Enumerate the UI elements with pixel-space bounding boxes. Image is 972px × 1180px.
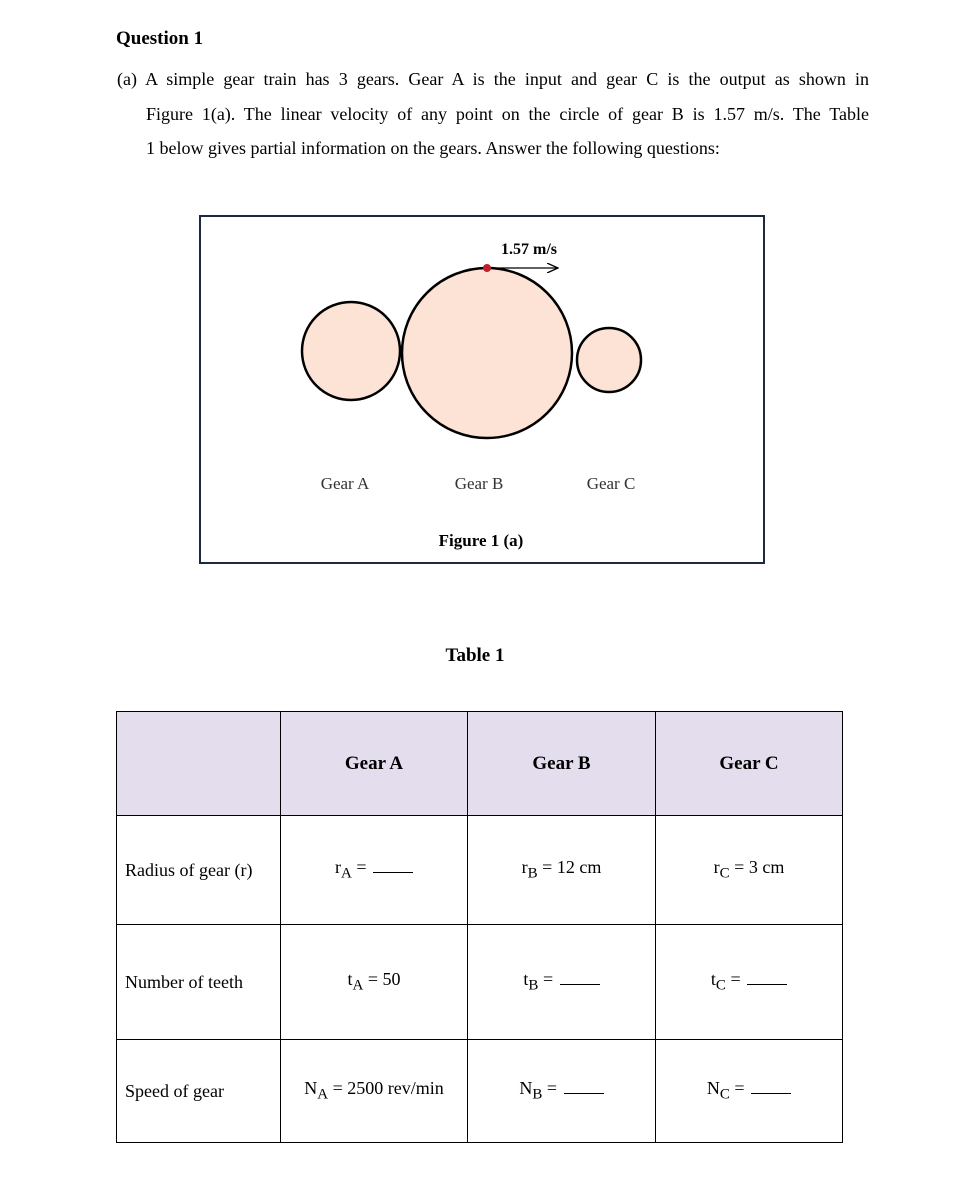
question-heading: Question 1 [116, 28, 204, 49]
speed-gear-a: $N_A = 2500$ rev/min [281, 1040, 468, 1143]
velocity-label: 1.57 m/s [501, 241, 557, 258]
figure-caption: Figure 1 (a) [438, 531, 524, 550]
header-gear-c: Gear C [656, 712, 843, 816]
row-label-radius: Radius of gear (r) [117, 816, 281, 925]
speed-gear-c: $N_C$ = [656, 1040, 843, 1143]
answer-blank [564, 1092, 604, 1094]
gear-c-label: Gear C [586, 474, 636, 493]
question-line-2: Figure 1(a). The linear velocity of any point on the circle of gear B is 1.57 m/s. The Table [146, 103, 869, 124]
radius-gear-b: $r_B = 12$ cm [468, 816, 656, 925]
teeth-gear-b: $t_B$ = [468, 925, 656, 1040]
answer-blank [560, 983, 600, 985]
gear-b-circle [402, 268, 572, 438]
header-gear-b: Gear B [468, 712, 656, 816]
gear-c-circle [577, 328, 641, 392]
radius-gear-c: $r_C = 3$ cm [656, 816, 843, 925]
radius-gear-a: $r_A$ = [281, 816, 468, 925]
question-line-1: (a) A simple gear train has 3 gears. Gear A is the input and gear C is the output as shown in [117, 69, 869, 89]
row-label-teeth: Number of teeth [117, 925, 281, 1040]
answer-blank [373, 871, 413, 873]
table-row-speed [117, 1040, 843, 1143]
figure-1a [199, 215, 765, 564]
gear-diagram [201, 217, 767, 566]
answer-blank [747, 983, 787, 985]
contact-point-marker [483, 264, 491, 272]
speed-gear-b: $N_B$ = [468, 1040, 656, 1143]
gear-b-label: Gear B [454, 474, 504, 493]
gear-table [116, 711, 843, 1143]
table-title: Table 1 [445, 645, 505, 666]
row-label-speed: Speed of gear [117, 1040, 281, 1143]
table-header-row [117, 712, 843, 816]
question-text [117, 62, 869, 166]
header-gear-a: Gear A [281, 712, 468, 816]
teeth-gear-c: $t_C$ = [656, 925, 843, 1040]
gear-a-circle [302, 302, 400, 400]
table-row-teeth [117, 925, 843, 1040]
question-line-3: 1 below gives partial information on the gears. Answer the following questions: [146, 138, 720, 158]
header-empty-cell [117, 712, 281, 816]
teeth-gear-a: $t_A = 50$ [281, 925, 468, 1040]
table-row-radius [117, 816, 843, 925]
answer-blank [751, 1092, 791, 1094]
gear-a-label: Gear A [320, 474, 370, 493]
